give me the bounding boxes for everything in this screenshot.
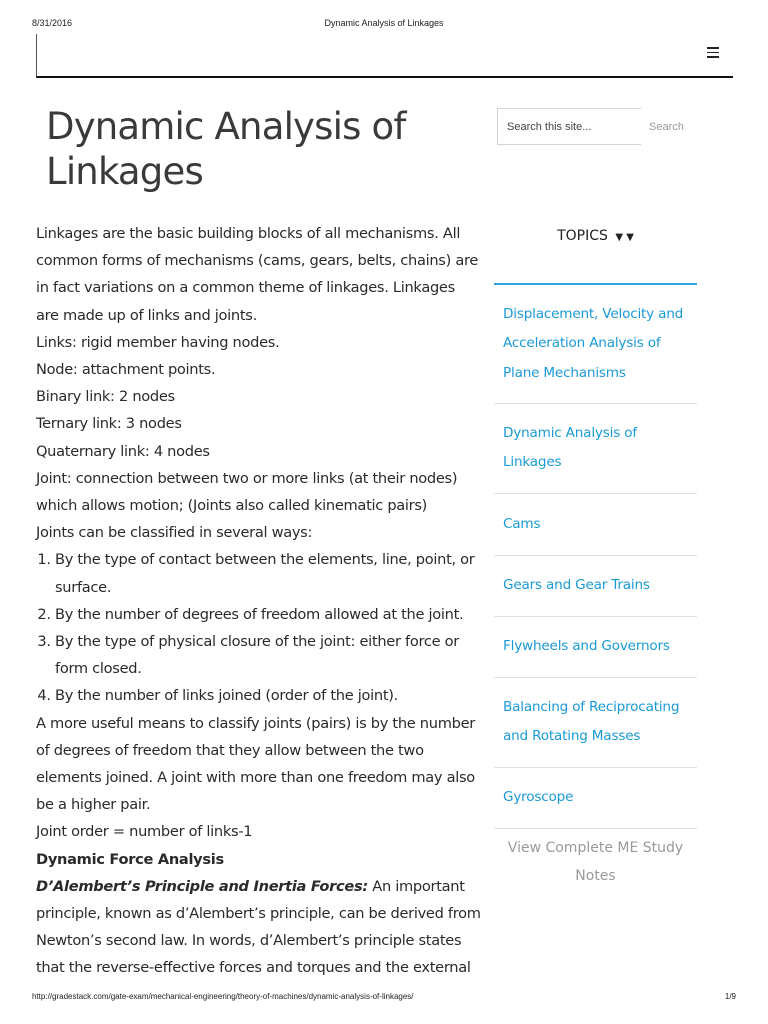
topic-link-flywheels[interactable]: Flywheels and Governors — [503, 638, 670, 654]
article-paragraph: Linkages are the basic building blocks of all mechanisms. All common forms of mechanisms (cams, gears, belts, chains) are in fact variations on a common theme of linkages. Linkages are made up of links and joints. — [36, 225, 479, 324]
principle-text: An important principle, known as d’Alembert’s principle, can be derived from Newton’s second law. In words, d’Alembert’s principle states that the reverse-effective forces and torques and the external — [36, 877, 481, 977]
print-url: http://gradestack.com/gate-exam/mechanical-engineering/theory-of-machines/dynamic-analysis-of-linkages/ — [32, 992, 414, 1001]
topics-label: TOPICS — [557, 228, 608, 244]
topic-item — [494, 300, 697, 404]
list-item: 3. By the type of physical closure of the joint: either force or form closed. — [55, 628, 481, 682]
topic-item — [494, 419, 697, 494]
article-paragraph: Node: attachment points. — [36, 361, 216, 379]
topic-item — [494, 783, 697, 829]
topic-link-gears[interactable]: Gears and Gear Trains — [503, 577, 650, 593]
topic-link-dynamic-analysis[interactable]: Dynamic Analysis of Linkages — [503, 425, 637, 471]
page-title: Dynamic Analysis of Linkages — [46, 105, 406, 193]
topic-item — [494, 632, 697, 678]
print-header — [32, 18, 736, 32]
article-paragraph: Quaternary link: 4 nodes — [36, 442, 210, 460]
article-paragraph: Links: rigid member having nodes. — [36, 333, 280, 351]
page-number: 1/9 — [724, 992, 736, 1001]
joint-classification-list — [36, 546, 481, 709]
site-search — [497, 108, 697, 145]
print-doc-title: Dynamic Analysis of Linkages — [324, 18, 444, 28]
list-item: 2. By the number of degrees of freedom allowed at the joint. — [55, 601, 481, 628]
topics-dropdown[interactable] — [494, 228, 697, 250]
print-footer — [32, 992, 736, 1004]
topic-link-displacement[interactable]: Displacement, Velocity and Acceleration Analysis of Plane Mechanisms — [503, 306, 684, 381]
topic-link-balancing[interactable]: Balancing of Reciprocating and Rotating Masses — [503, 699, 680, 745]
section-heading: Dynamic Force Analysis — [36, 850, 224, 868]
article-paragraph: Ternary link: 3 nodes — [36, 415, 182, 433]
list-item: 4. By the number of links joined (order of the joint). — [55, 682, 481, 709]
article-body — [36, 220, 481, 982]
topic-link-cams[interactable]: Cams — [503, 516, 541, 532]
caret-down-icon: ▼ ▼ — [615, 232, 634, 243]
list-item: 1. By the type of contact between the elements, line, point, or surface. — [55, 546, 481, 600]
search-button[interactable]: Search — [641, 108, 697, 145]
view-all-notes-link[interactable]: View Complete ME Study Notes — [507, 840, 684, 884]
topic-item — [494, 510, 697, 556]
top-nav-bar — [36, 34, 733, 78]
topic-link-gyroscope[interactable]: Gyroscope — [503, 789, 574, 805]
article-paragraph: A more useful means to classify joints (pairs) is by the number of degrees of freedom that they allow between the two elements joined. A joint with more than one freedom may also be a higher pair. — [36, 714, 475, 814]
print-date: 8/31/2016 — [32, 18, 73, 28]
article-paragraph: Joint order = number of links-1 — [36, 823, 253, 841]
search-input[interactable] — [497, 108, 641, 145]
article-paragraph — [36, 873, 481, 982]
article-paragraph: Binary link: 2 nodes — [36, 388, 175, 406]
article-paragraph: Joints can be classified in several ways: — [36, 524, 313, 542]
hamburger-icon[interactable] — [707, 47, 719, 58]
article-paragraph: Joint: connection between two or more links (at their nodes) which allows motion; (Joints also called kinematic pairs) — [36, 469, 458, 515]
topic-item — [494, 693, 697, 768]
topic-item — [494, 571, 697, 617]
topics-divider — [494, 283, 697, 285]
principle-term: D’Alembert’s Principle and Inertia Forces: — [36, 877, 368, 895]
